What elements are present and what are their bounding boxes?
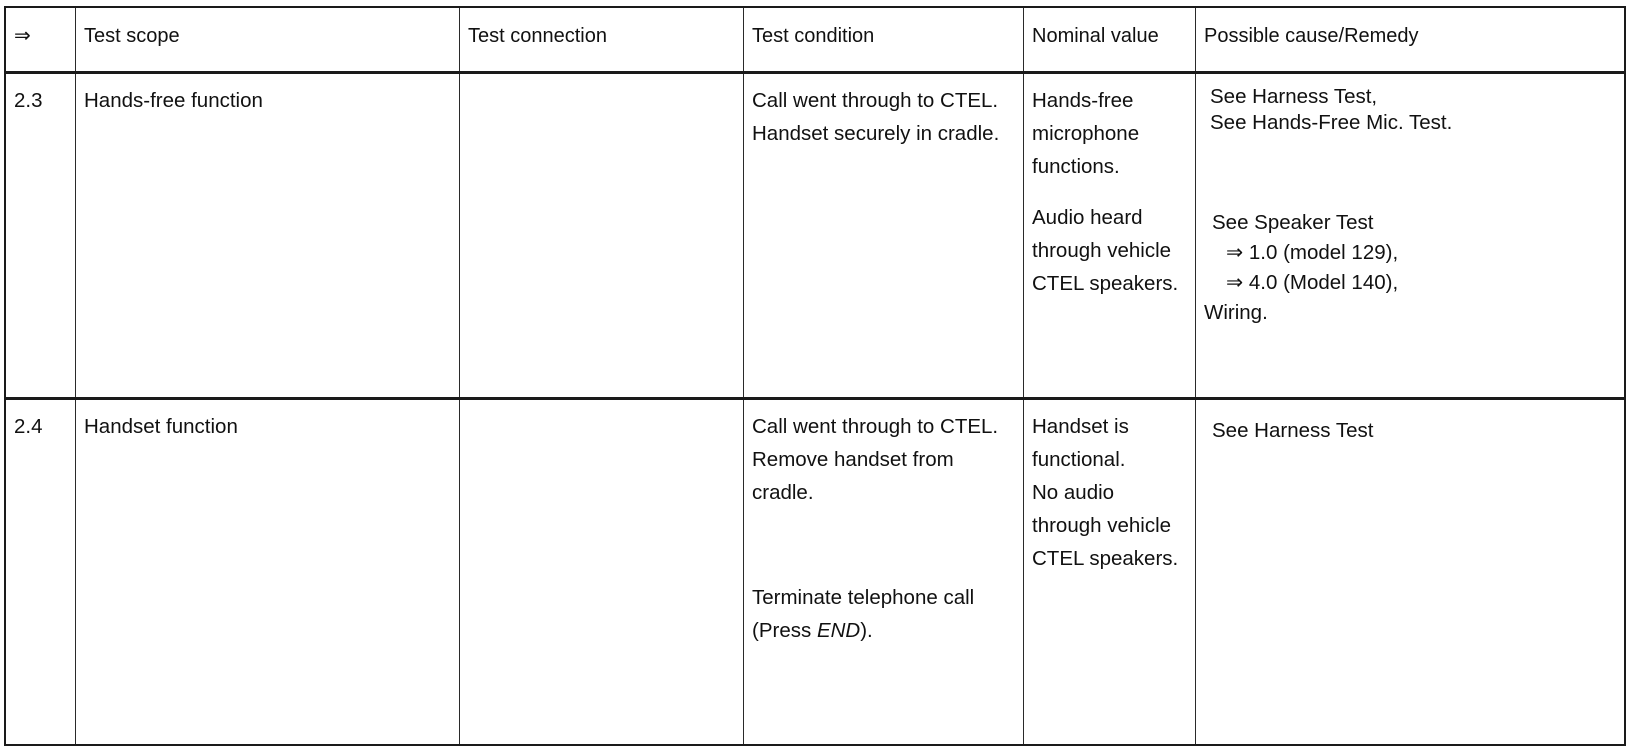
remedy-line: See Harness Test — [1212, 419, 1374, 442]
header-test-scope: Test scope — [76, 8, 460, 71]
remedy-cell — [1196, 400, 1624, 744]
nominal-line: through vehicle — [1032, 514, 1172, 537]
remedy-line: See Speaker Test — [1212, 211, 1374, 234]
step-number: 2.3 — [6, 74, 76, 397]
table-row — [6, 400, 1624, 744]
header-possible-cause-remedy: Possible cause/Remedy — [1204, 25, 1419, 47]
remedy-line: Wiring. — [1204, 301, 1268, 324]
condition-line: Remove handset from — [752, 448, 954, 471]
remedy-line: See Hands-Free Mic. Test. — [1210, 111, 1453, 134]
nominal-line: functions. — [1032, 155, 1120, 178]
test-condition-cell — [744, 400, 1024, 744]
header-nominal-value: Nominal value — [1024, 8, 1196, 71]
nominal-line: through vehicle — [1032, 239, 1172, 262]
test-scope-cell: Hands-free function — [76, 74, 460, 397]
table-header-row — [6, 8, 1624, 74]
condition-line: Call went through to CTEL. — [752, 415, 999, 438]
nominal-line: CTEL speakers. — [1032, 272, 1179, 295]
nominal-line: microphone — [1032, 122, 1140, 145]
header-test-condition: Test condition — [744, 8, 1024, 71]
step-number: 2.4 — [6, 400, 76, 744]
nominal-line: functional. — [1032, 448, 1126, 471]
condition-text: ). — [860, 619, 873, 642]
condition-line — [752, 614, 1015, 647]
nominal-line: CTEL speakers. — [1032, 547, 1179, 570]
end-key-label: END — [816, 619, 861, 642]
test-connection-cell — [460, 74, 744, 397]
test-condition-cell — [744, 74, 1024, 397]
nominal-line: Handset is — [1032, 415, 1129, 438]
remedy-line: ⇒ 1.0 (model 129), — [1226, 241, 1399, 264]
test-table — [4, 6, 1626, 746]
condition-line: Call went through to CTEL. — [752, 89, 999, 112]
test-scope-cell: Handset function — [76, 400, 460, 744]
nominal-line: Hands-free — [1032, 89, 1134, 112]
nominal-value-cell — [1024, 74, 1196, 397]
test-connection-cell — [460, 400, 744, 744]
header-test-connection: Test connection — [460, 8, 744, 71]
nominal-value-cell — [1024, 400, 1196, 744]
header-arrow-icon: ⇒ — [6, 8, 76, 71]
condition-line: Handset securely in cradle. — [752, 122, 1000, 145]
nominal-line: No audio — [1032, 481, 1115, 504]
remedy-cell — [1196, 74, 1624, 397]
condition-line: cradle. — [752, 481, 814, 504]
condition-line: Terminate telephone call — [752, 586, 975, 609]
condition-text: (Press — [752, 619, 817, 642]
nominal-line: Audio heard — [1032, 206, 1143, 229]
remedy-line: ⇒ 4.0 (Model 140), — [1226, 271, 1399, 294]
remedy-line: See Harness Test, — [1210, 85, 1378, 108]
table-row — [6, 74, 1624, 400]
